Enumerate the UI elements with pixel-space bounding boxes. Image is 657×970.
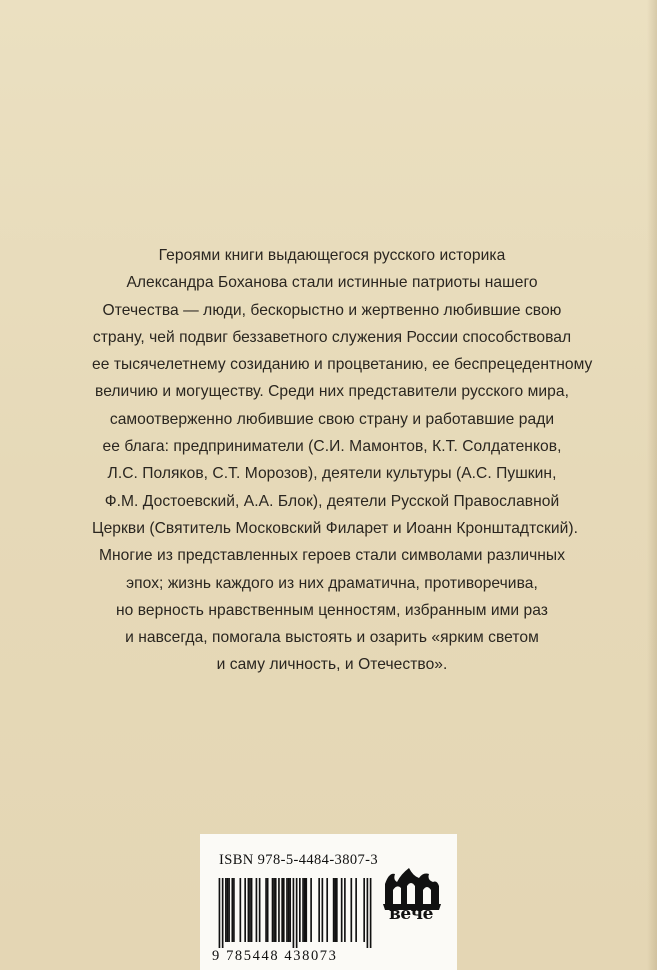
barcode-bar xyxy=(336,878,338,942)
description-line: страну, чей подвиг беззаветного служения России способствовал xyxy=(92,328,572,346)
description-line: Церкви (Святитель Московский Филарет и Иоанн Кронштадтский). xyxy=(92,519,578,537)
barcode-bar xyxy=(310,878,312,942)
barcode-bar xyxy=(256,878,258,942)
barcode-icon xyxy=(217,878,373,948)
isbn-label: ISBN 978-5-4484-3807-3 xyxy=(219,852,379,868)
barcode-bar xyxy=(299,878,301,942)
barcode-bar xyxy=(341,878,343,942)
barcode-bar xyxy=(222,878,224,948)
barcode-bar xyxy=(259,878,261,942)
barcode-bar xyxy=(286,878,288,942)
description-line: и навсегда, помогала выстоять и озарить «ярким светом xyxy=(125,629,539,647)
description-line: ее тысячелетнему созиданию и процветанию, ее беспрецедентному xyxy=(92,356,593,374)
description-line: Ф.М. Достоевский, А.А. Блок), деятели Русской Православной xyxy=(104,492,560,510)
barcode-bar xyxy=(267,878,269,942)
description-line: ее блага: предприниматели (С.И. Мамонтов, К.Т. Солдатенков, xyxy=(102,438,562,456)
barcode-bar xyxy=(322,878,324,942)
barcode-bar xyxy=(363,878,365,942)
barcode-bar xyxy=(272,878,274,942)
description-line: и саму личность, и Отечество». xyxy=(216,656,448,674)
barcode-bar xyxy=(228,878,230,942)
barcode-bar xyxy=(367,878,369,948)
barcode-bar xyxy=(334,878,336,942)
barcode-panel xyxy=(200,834,457,970)
description-line: величию и могуществу. Среди них представители русского мира, xyxy=(95,383,569,401)
barcode-bar xyxy=(344,878,346,942)
barcode-bar xyxy=(244,878,246,942)
barcode-bar xyxy=(231,878,233,942)
book-description xyxy=(92,242,593,679)
cover-edge-shadow xyxy=(647,0,657,970)
barcode-bar xyxy=(333,878,335,942)
barcode-bar xyxy=(350,878,352,942)
barcode-bar xyxy=(289,878,291,942)
description-line: самоотверженно любившие свою страну и работавшие ради xyxy=(109,410,555,428)
barcode-bar xyxy=(302,878,304,942)
barcode-bar xyxy=(273,878,275,942)
barcode-bar xyxy=(278,878,280,942)
barcode-bar xyxy=(293,878,295,948)
barcode-bar xyxy=(233,878,235,942)
barcode-bar xyxy=(370,878,372,948)
barcode-bar xyxy=(240,878,242,942)
description-line: Отечества — люди, бескорыстно и жертвенно любившие свою xyxy=(102,301,562,319)
description-line: эпох; жизнь каждого из них драматична, противоречива, xyxy=(126,574,538,592)
barcode-digits: 9 785448 438073 xyxy=(212,948,338,964)
barcode-bar xyxy=(275,878,277,942)
barcode-bar xyxy=(318,878,320,942)
barcode-bar xyxy=(305,878,307,942)
barcode-bar xyxy=(248,878,250,942)
barcode-bar xyxy=(227,878,229,942)
publisher-name: вече xyxy=(389,904,433,924)
barcode-bar xyxy=(281,878,283,942)
description-line: Александра Боханова стали истинные патриоты нашего xyxy=(126,274,538,292)
barcode-bar xyxy=(219,878,221,948)
barcode-bar xyxy=(304,878,306,942)
description-line: Л.С. Поляков, С.Т. Морозов), деятели культуры (А.С. Пушкин, xyxy=(107,465,557,483)
description-line: Многие из представленных героев стали символами различных xyxy=(98,547,566,565)
barcode-bar xyxy=(296,878,298,948)
barcode-bar xyxy=(251,878,253,942)
description-line: Героями книги выдающегося русского историка xyxy=(158,247,506,264)
barcode-bar xyxy=(355,878,357,942)
barcode-bar xyxy=(225,878,227,942)
barcode-bar xyxy=(283,878,285,942)
barcode-bar xyxy=(249,878,251,942)
barcode-bar xyxy=(288,878,290,942)
barcode-bar xyxy=(265,878,267,942)
barcode-bar xyxy=(326,878,328,942)
description-line: но верность нравственным ценностям, избранным ими раз xyxy=(115,601,548,619)
